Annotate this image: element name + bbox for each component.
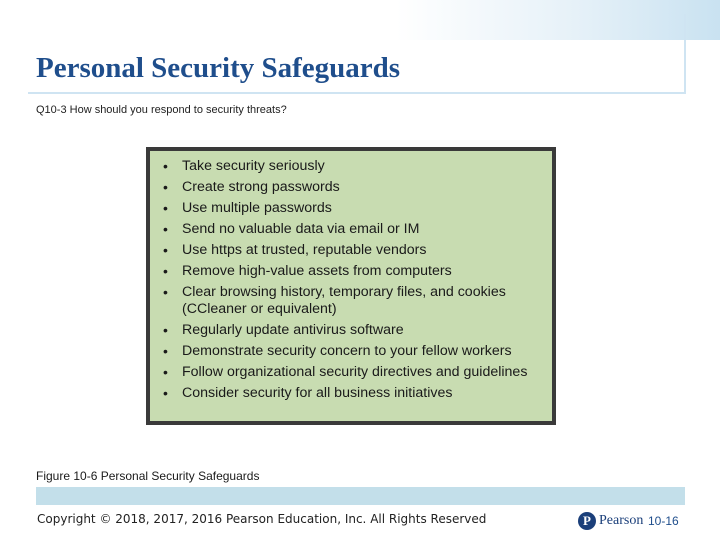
list-item (160, 221, 544, 238)
bullet-icon: • (163, 158, 168, 174)
list-item (160, 322, 544, 339)
bullet-icon: • (163, 364, 168, 380)
list-item-text: Remove high-value assets from computers (182, 263, 452, 279)
list-item-continuation (160, 301, 544, 318)
slide-subtitle: Q10-3 How should you respond to security threats? (36, 104, 287, 116)
list-item (160, 242, 544, 259)
list-item (160, 263, 544, 280)
list-item (160, 343, 544, 360)
bullet-icon: • (163, 179, 168, 195)
figure-caption: Figure 10-6 Personal Security Safeguards (36, 469, 260, 483)
pearson-logo-text: Pearson (599, 513, 644, 528)
list-item-text: Clear browsing history, temporary files, and cookies (182, 284, 506, 300)
bullet-icon: • (163, 200, 168, 216)
pearson-logo (578, 511, 643, 531)
list-item (160, 364, 544, 381)
bullet-icon: • (163, 221, 168, 237)
list-item-text: Use multiple passwords (182, 200, 332, 216)
page-number: 10-16 (648, 514, 679, 528)
list-item-text: Use https at trusted, reputable vendors (182, 242, 427, 258)
safeguards-list (150, 151, 552, 402)
footer-bar (36, 487, 685, 505)
bullet-icon: • (163, 284, 168, 300)
list-item (160, 158, 544, 175)
list-item (160, 200, 544, 217)
list-item-text: Follow organizational security directives and guidelines (182, 364, 528, 380)
bullet-icon: • (163, 242, 168, 258)
bullet-icon: • (163, 385, 168, 401)
list-item-text: Create strong passwords (182, 179, 340, 195)
list-item-text: Regularly update antivirus software (182, 322, 404, 338)
list-item (160, 179, 544, 196)
list-item-text: (CCleaner or equivalent) (182, 301, 337, 317)
list-item-text: Send no valuable data via email or IM (182, 221, 420, 237)
bullet-icon: • (163, 343, 168, 359)
list-item-text: Take security seriously (182, 158, 325, 174)
list-item-text: Demonstrate security concern to your fellow workers (182, 343, 512, 359)
bullet-icon: • (163, 322, 168, 338)
slide-title: Personal Security Safeguards (36, 52, 401, 84)
copyright-text: Copyright © 2018, 2017, 2016 Pearson Education, Inc. All Rights Reserved (37, 512, 487, 526)
list-item-text: Consider security for all business initiatives (182, 385, 453, 401)
safeguards-figure (146, 147, 556, 425)
list-item (160, 284, 544, 301)
list-item (160, 385, 544, 402)
pearson-p-icon: P (578, 512, 596, 530)
bullet-icon: • (163, 263, 168, 279)
